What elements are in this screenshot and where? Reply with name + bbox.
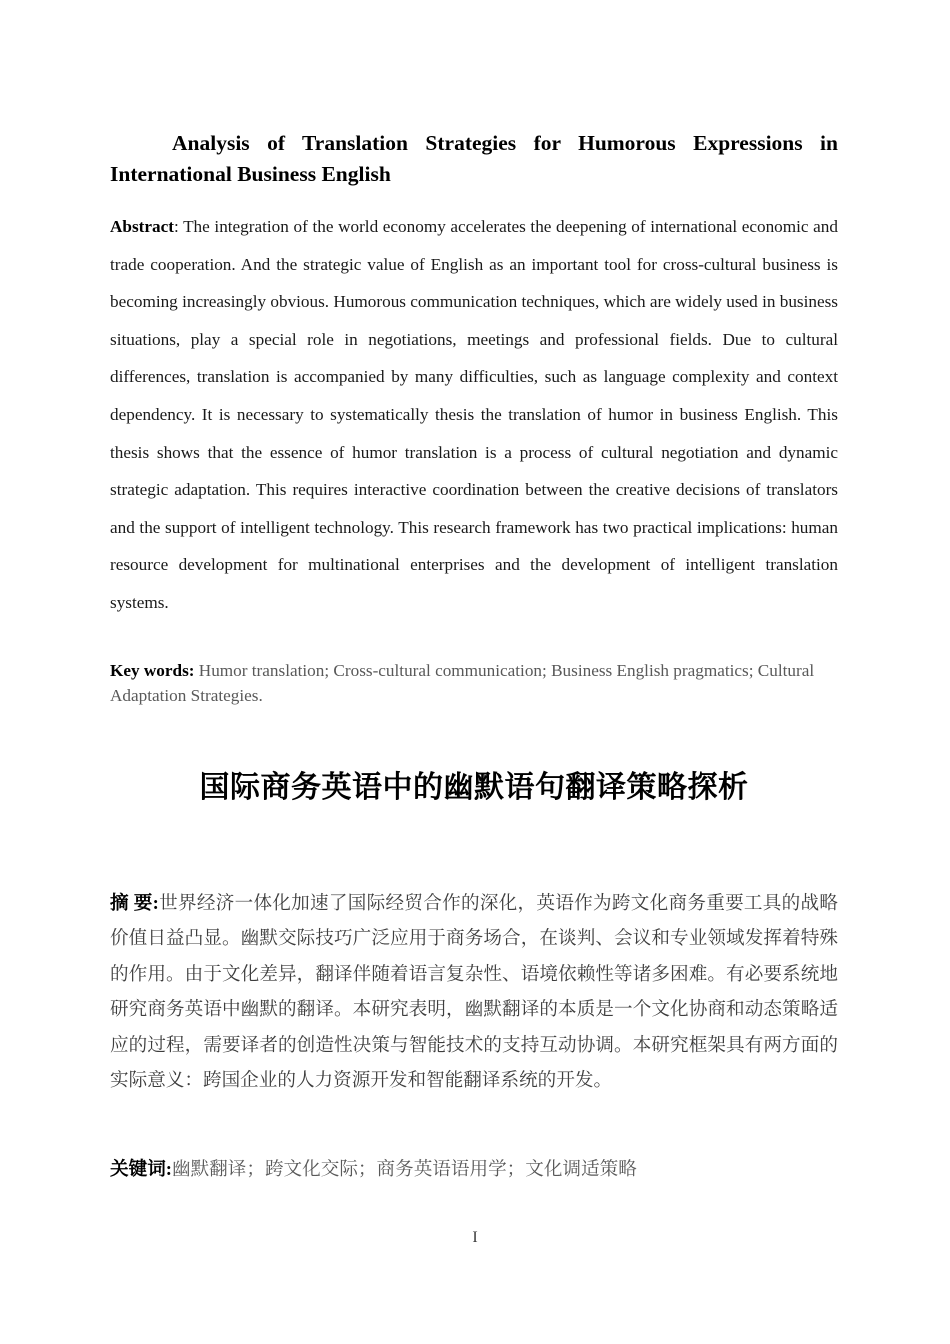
- chinese-abstract-label: 摘 要:: [110, 893, 159, 915]
- english-title: Analysis of Translation Strategies for Humorous Expressions in International Business English: [110, 131, 838, 186]
- chinese-abstract-body: 世界经济一体化加速了国际经贸合作的深化，英语作为跨文化商务重要工具的战略价值日益凸显。幽默交际技巧广泛应用于商务场合，在谈判、会议和专业领域发挥着特殊的作用。由于文化差异，翻译伴随着语言复杂性、语境依赖性等诸多困难。有必要系统地研究商务英语中幽默的翻译。本研究表明，幽默翻译的本质是一个文化协商和动态策略适应的过程，需要译者的创造性决策与智能技术的支持互动协调。本研究框架具有两方面的实际意义：跨国企业的人力资源开发和智能翻译系统的开发。: [110, 893, 838, 1092]
- chinese-keywords-body: 幽默翻译；跨文化交际；商务英语语用学；文化调适策略: [171, 1158, 637, 1180]
- chinese-title: 国际商务英语中的幽默语句翻译策略探析: [199, 770, 749, 804]
- page-number-footer: I: [472, 1229, 478, 1246]
- english-abstract-label: Abstract: [110, 217, 174, 237]
- english-keywords-body: Humor translation; Cross-cultural communication; Business English pragmatics; Cultural Adaptation Strategies.: [110, 660, 815, 705]
- chinese-keywords-paragraph: [110, 1155, 838, 1185]
- page-content-column: [110, 0, 838, 1185]
- english-keywords-label: Key words:: [110, 660, 195, 680]
- chinese-keywords-label: 关键词:: [110, 1158, 172, 1180]
- chinese-abstract-paragraph: [110, 886, 838, 1098]
- english-keywords-paragraph: [110, 658, 838, 708]
- english-abstract-separator: :: [173, 217, 184, 237]
- english-abstract-body: The integration of the world economy accelerates the deepening of international economic and trade cooperation. And the strategic value of English as an important tool for cross-cultural business is becoming increasingly obvious. Humorous communication techniques, which are widely used in business situations, play a special role in negotiations, meetings and professional fields. Due to cultural differences, translation is accompanied by many difficulties, such as language complexity and context dependency. It is necessary to systematically thesis the translation of humor in business English. This thesis shows that the essence of humor translation is a process of cultural negotiation and dynamic strategic adaptation. This requires interactive coordination between the creative decisions of translators and the support of intelligent technology. This research framework has two practical implications: human resource development for multinational enterprises and the development of intelligent translation systems.: [110, 217, 838, 612]
- english-abstract-paragraph: [110, 208, 838, 622]
